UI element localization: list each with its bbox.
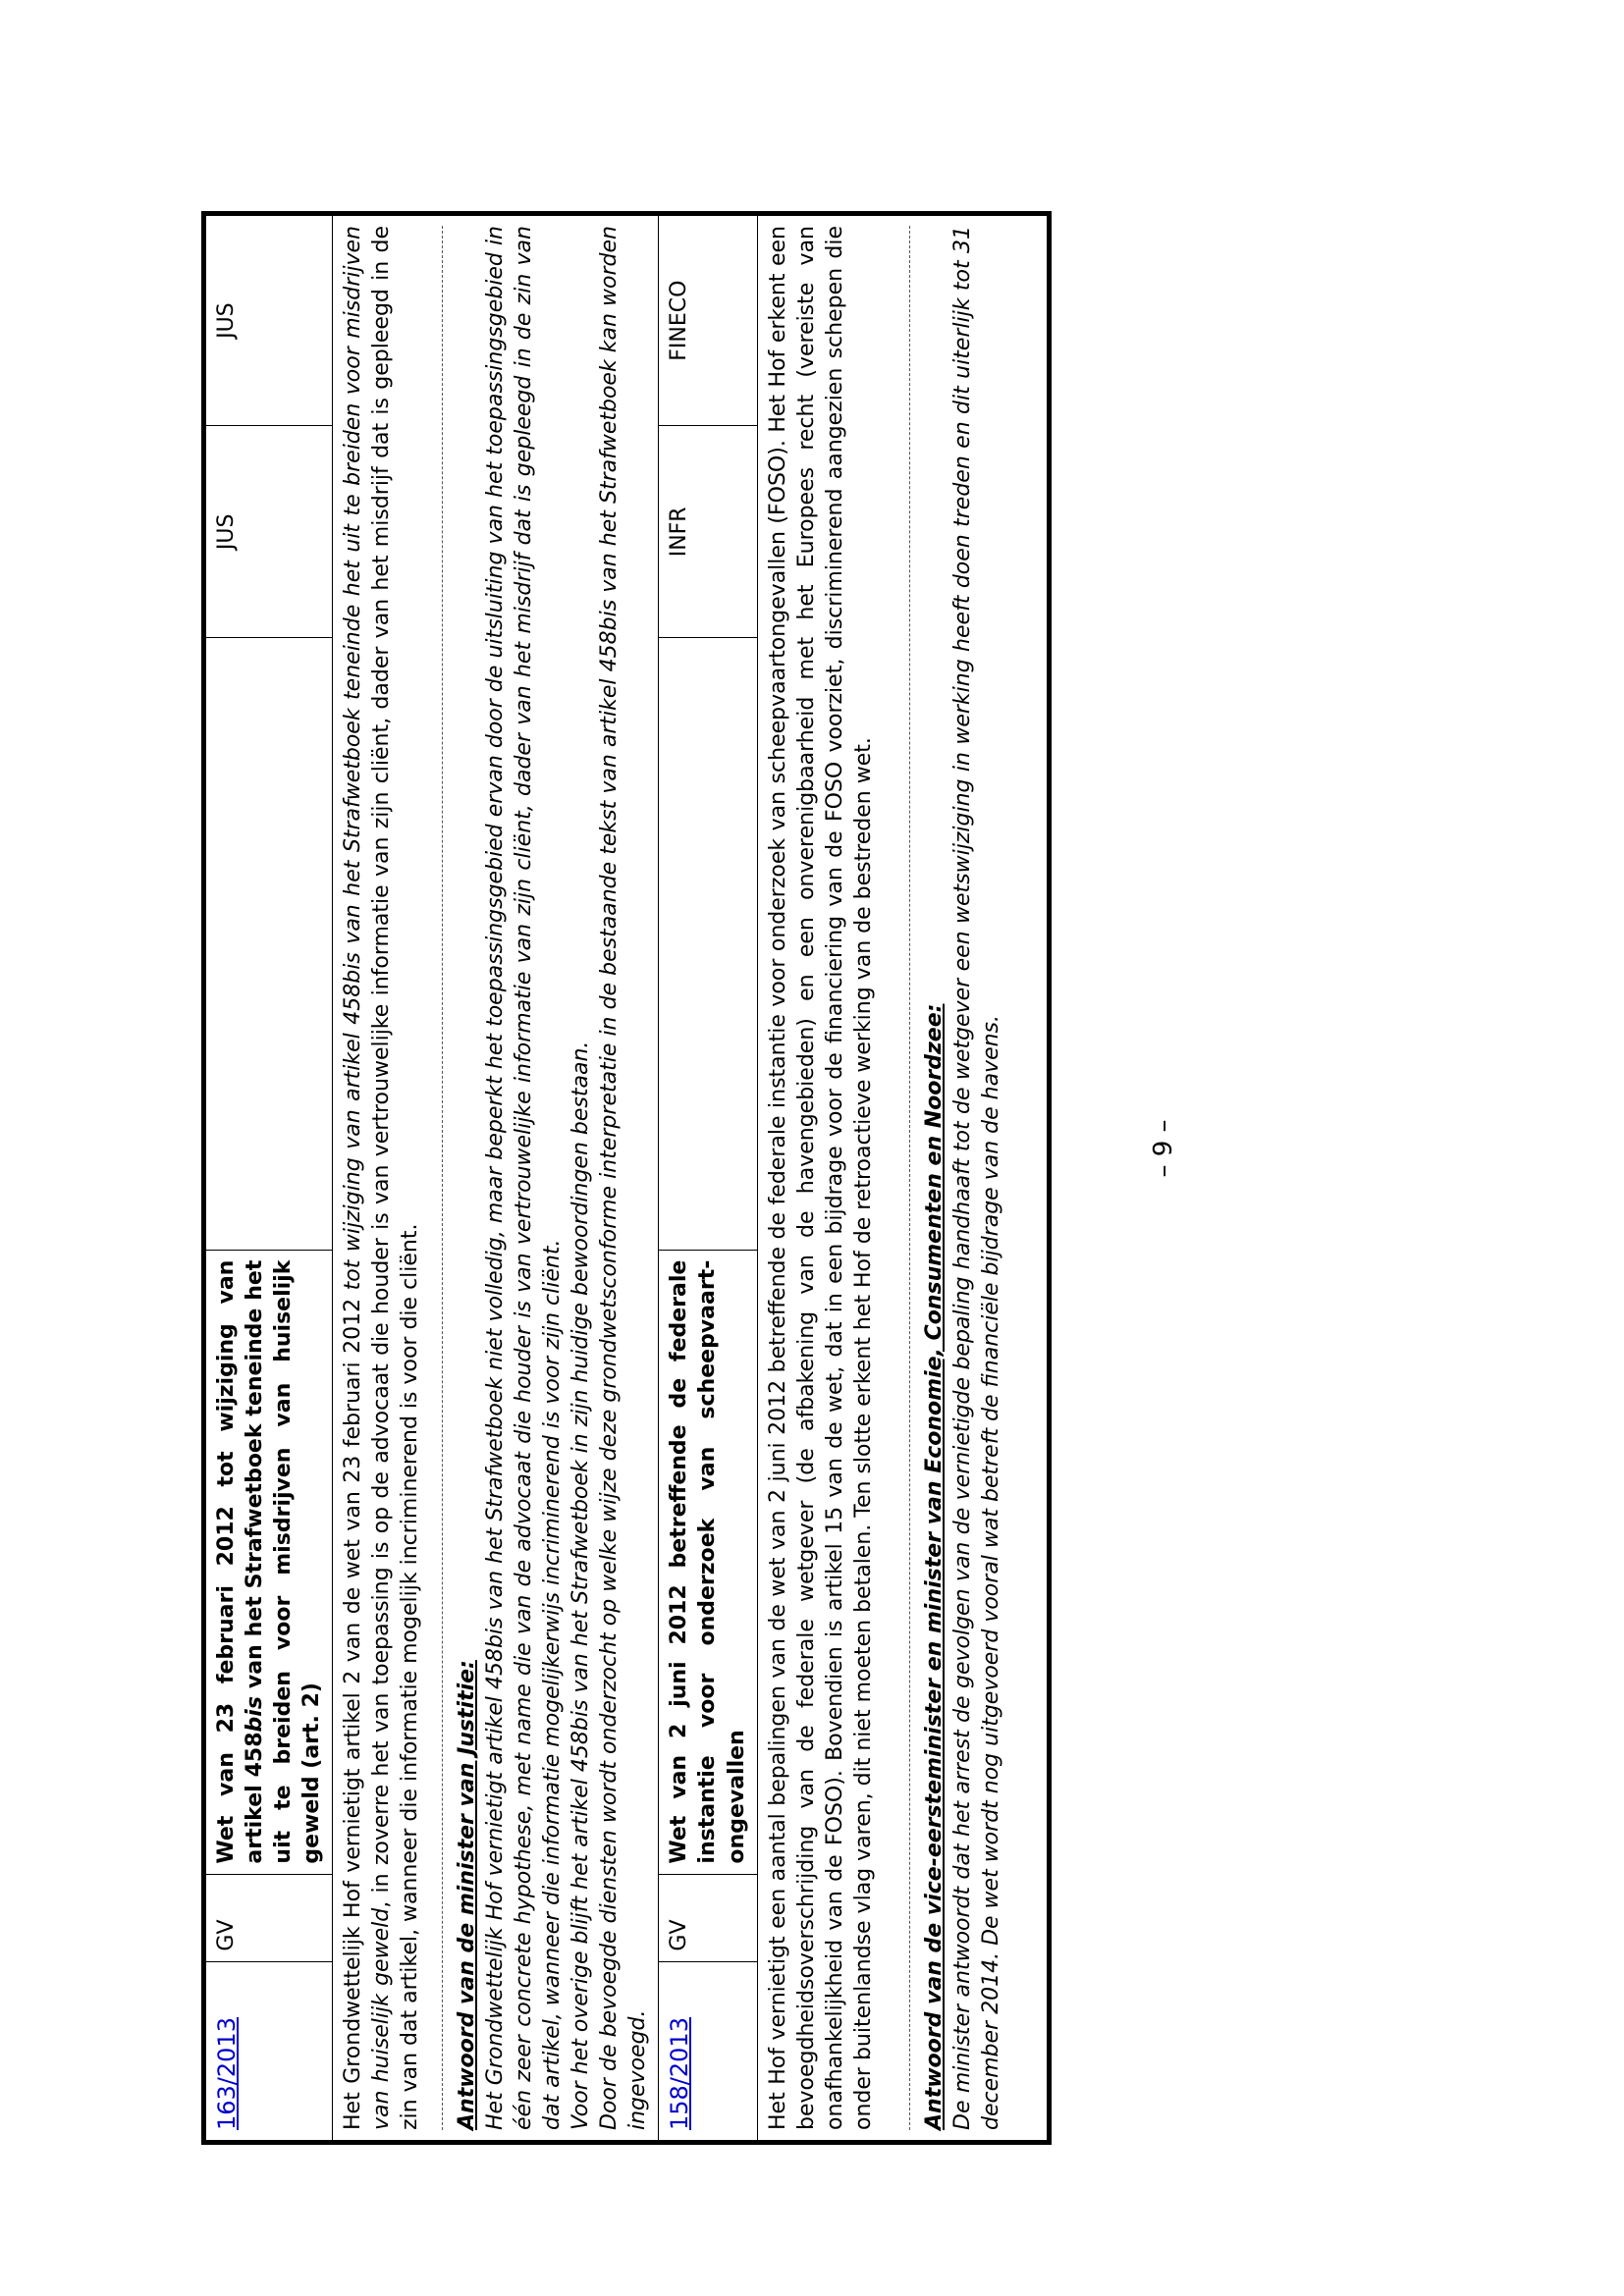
ruling-summary — [339, 226, 424, 2130]
answer-paragraph: Voor het overige blijft het artikel 458bis van het Strafwetboek in zijn huidige bewoordingen bestaan. — [568, 1041, 594, 2130]
institution-cell: FINECO — [659, 214, 757, 426]
case-body — [757, 214, 1049, 2143]
institution-cell: JUS — [204, 426, 333, 638]
law-title-italic: bis — [243, 1696, 268, 1733]
law-title-part: Wet van 23 februari 2012 tot wijziging van artikel 458 — [214, 1259, 268, 1864]
ruling-text: , in zoverre het van toepassing is op de advocaat die houder is van vertrouwelijke informatie van zijn cliënt, dader van het misdrijf dat is gepleegd in de zin van dat artikel, wanneer die informatie mogelijk incriminerend is voor die cliënt. — [369, 226, 423, 2130]
spacer — [1005, 226, 1041, 2130]
case-header-row — [659, 214, 757, 2143]
institution-cell — [659, 638, 757, 1250]
answer-heading: Antwoord van de vice-eersteminister en minister van Economie, Consumenten en Noordzee: — [921, 1003, 947, 2130]
law-title-part: van het Strafwetboek teneinde het uit te breiden voor misdrijven van huiselijk geweld (art. 2) — [243, 1259, 325, 1864]
case-number-cell — [204, 1961, 333, 2142]
case-type: GV — [659, 1874, 757, 1961]
divider — [909, 226, 910, 2130]
institution-cell — [204, 638, 333, 1250]
answer-paragraph: De minister antwoordt dat het arrest de gevolgen van de vernietigde bepaling handhaaft tot de wetgever een wetswijziging in werking heeft doen treden en dit uiterlijk tot 31 december 2014. De wet wordt nog uitgevoerd vooral wat betreft de financiële bijdrage van de havens. — [949, 226, 1003, 2130]
divider — [442, 226, 443, 2130]
ruling-text: Het Grondwettelijk Hof vernietigt artikel 2 van de wet van 23 februari 2012 — [341, 1290, 366, 2130]
law-title — [204, 1250, 333, 1874]
case-number-link[interactable]: 163/2013 — [213, 2017, 241, 2130]
ruling-text-italic: tot wijziging van artikel 458bis van het Strafwetboek teneinde het uit te breiden voor misdrijven van huiselijk geweld — [341, 226, 395, 2130]
answer-paragraph: Het Grondwettelijk Hof vernietigt artikel 458bis van het Strafwetboek niet volledig, maar beperkt het toepassingsgebied ervan door de uitsluiting van het toepassingsgebied in één zeer concrete hypothese, met name die van de advocaat die houder is van vertrouwelijke informatie van zijn cliënt, dader van het misdrijf dat is gepleegd in de zin van dat artikel, wanneer die informatie mogelijkerwijs incriminerend is voor zijn cliënt. — [483, 226, 566, 2130]
judgments-table — [201, 211, 1052, 2145]
answer-paragraph: Door de bevoegde diensten wordt onderzocht op welke wijze deze grondwetsconforme interpretatie in de bestaande tekst van artikel 458bis van het Strafwetboek kan worden ingevoegd. — [597, 226, 651, 2130]
institution-cell: JUS — [204, 214, 333, 426]
case-header-row — [204, 214, 333, 2143]
case-number-link[interactable]: 158/2013 — [666, 2017, 694, 2130]
ruling-summary: Het Hof vernietigt een aantal bepalingen van de wet van 2 juni 2012 betreffende de federale instantie voor onderzoek van scheepvaartongevallen (FOSO). Het Hof erkent een bevoegdheidsoverschrijding van de federale wetgever (de afbakening van de havengebieden) en een onverenigbaarheid met het Europees recht (vereiste van onafhankelijkheid van de FOSO). Bovendien is artikel 15 van de wet, dat in een bijdrage voor de financiering van de FOSO voorziet, discriminerend aangezien schepen die onder buitenlandse vlag varen, dit niet moeten betalen. Ten slotte erkent het Hof de retroactieve werking van de bestreden wet. — [765, 226, 876, 2130]
case-body-row — [333, 214, 659, 2143]
page-number: – 9 – — [1149, 1119, 1178, 1178]
institution-cell: INFR — [659, 426, 757, 638]
answer-heading: Antwoord van de minister van Justitie: — [455, 1660, 480, 2130]
case-body-row — [757, 214, 1049, 2143]
case-type: GV — [204, 1874, 333, 1961]
law-title: Wet van 2 juni 2012 betreffende de federale instantie voor onderzoek van scheepvaart-ongevallen — [659, 1250, 757, 1874]
case-body — [333, 214, 659, 2143]
spacer — [878, 226, 892, 2130]
rotated-landscape-content — [201, 211, 1281, 2145]
case-number-cell — [659, 1961, 757, 2142]
